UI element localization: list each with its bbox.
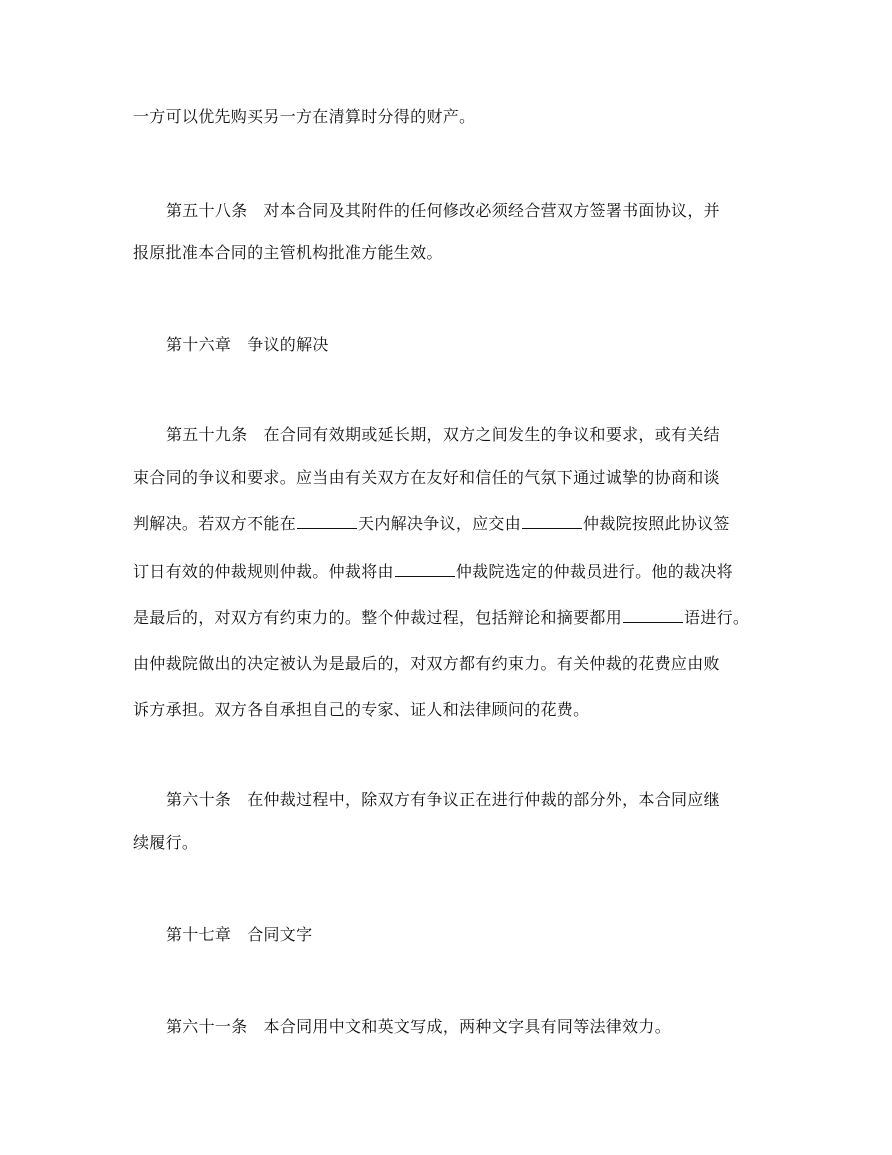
- paragraph-line: [133, 107, 475, 127]
- article-text: 束合同的争议和要求。应当由有关双方在友好和信任的气氛下通过诚挚的协商和谈: [133, 468, 720, 487]
- article-text: 订日有效的仲裁规则仲裁。仲裁将由: [133, 562, 394, 581]
- article-58-line: [166, 201, 720, 221]
- article-text: 天内解决争议，应交由: [358, 514, 522, 533]
- chapter-16-heading: [166, 335, 329, 355]
- chapter-title: 合同文字: [247, 925, 313, 944]
- article-text: 判解决。若双方不能在: [133, 514, 297, 533]
- article-text: 续履行。: [133, 833, 199, 852]
- article-text: 是最后的，对双方有约束力的。整个仲裁过程，包括辩论和摘要都用: [133, 608, 623, 627]
- article-61-line: [166, 1017, 671, 1037]
- article-59-line: [133, 514, 730, 534]
- article-text: 报原批准本合同的主管机构批准方能生效。: [133, 243, 443, 262]
- article-text: 仲裁院选定的仲裁员进行。他的裁决将: [455, 562, 733, 581]
- article-text: 诉方承担。双方各自承担自己的专家、证人和法律顾问的花费。: [133, 700, 590, 719]
- chapter-label: 第十六章: [166, 335, 232, 354]
- fill-in-blank: [395, 562, 455, 577]
- chapter-17-heading: [166, 925, 312, 945]
- article-label: 第五十九条: [166, 425, 248, 444]
- article-label: 第五十八条: [166, 201, 248, 220]
- article-text: 语进行。: [684, 608, 750, 627]
- article-text: 在仲裁过程中，除双方有争议正在进行仲裁的部分外，本合同应继: [247, 790, 720, 809]
- fill-in-blank: [623, 608, 683, 623]
- chapter-title: 争议的解决: [247, 335, 329, 354]
- article-text: 在合同有效期或延长期，双方之间发生的争议和要求，或有关结: [263, 425, 720, 444]
- article-58-line: [133, 243, 443, 263]
- article-59-line: [133, 608, 749, 628]
- article-59-line: [133, 654, 720, 674]
- article-60-line: [166, 790, 720, 810]
- fill-in-blank: [522, 514, 582, 529]
- article-text: 本合同用中文和英文写成，两种文字具有同等法律效力。: [263, 1017, 672, 1036]
- article-59-line: [166, 425, 720, 445]
- article-text: 由仲裁院做出的决定被认为是最后的，对双方都有约束力。有关仲裁的花费应由败: [133, 654, 720, 673]
- article-label: 第六十一条: [166, 1017, 248, 1036]
- chapter-label: 第十七章: [166, 925, 232, 944]
- article-59-line: [133, 700, 589, 720]
- article-text: 仲裁院按照此协议签: [583, 514, 730, 533]
- article-text: 对本合同及其附件的任何修改必须经合营双方签署书面协议，并: [263, 201, 720, 220]
- article-59-line: [133, 562, 733, 582]
- text-line: 一方可以优先购买另一方在清算时分得的财产。: [133, 107, 476, 126]
- fill-in-blank: [297, 514, 357, 529]
- article-label: 第六十条: [166, 790, 232, 809]
- article-59-line: [133, 468, 720, 488]
- article-60-line: [133, 833, 198, 853]
